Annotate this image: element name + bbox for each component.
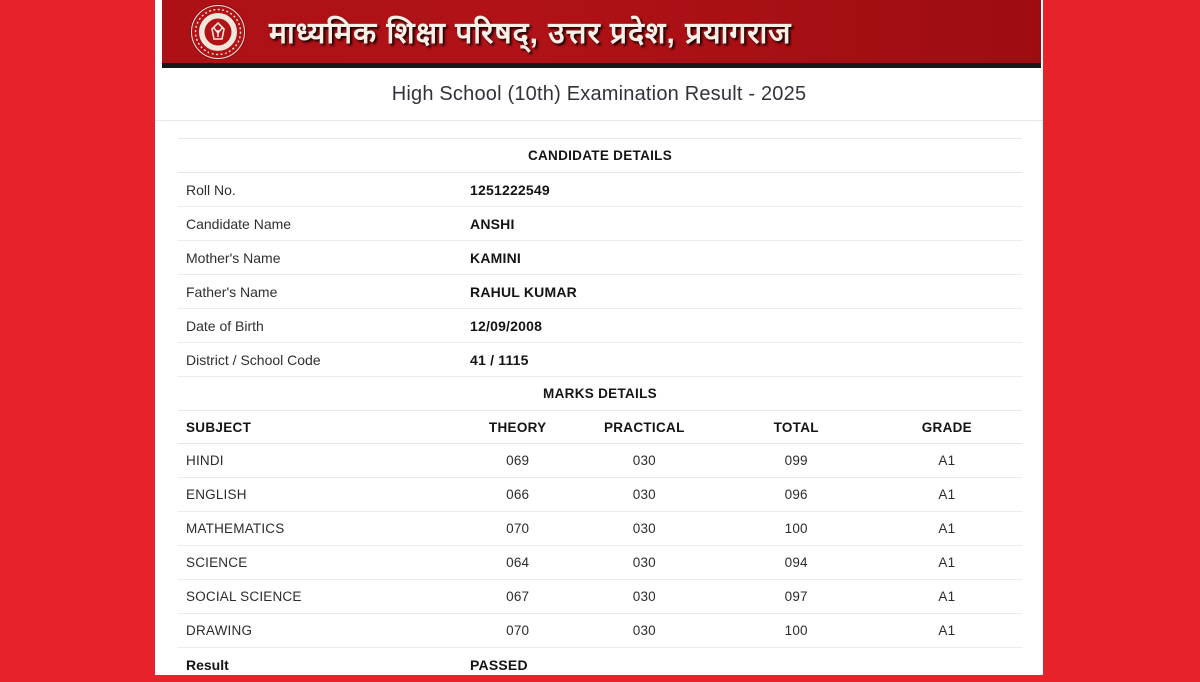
- detail-label: Candidate Name: [186, 215, 292, 232]
- cell-subject: MATHEMATICS: [186, 521, 285, 536]
- result-label: Result: [186, 657, 229, 673]
- page-title: High School (10th) Examination Result - 2025: [155, 68, 1043, 121]
- result-content: [178, 138, 1022, 682]
- detail-value: 41 / 1115: [470, 351, 529, 368]
- detail-row-roll-no: [178, 173, 1022, 207]
- detail-row-candidate-name: [178, 207, 1022, 241]
- column-header-practical: PRACTICAL: [603, 419, 685, 435]
- cell-practical: 030: [632, 623, 656, 638]
- cell-practical: 030: [632, 487, 656, 502]
- cell-theory: 070: [506, 521, 530, 536]
- cell-total: 099: [784, 453, 808, 468]
- column-header-total: TOTAL: [773, 419, 819, 435]
- detail-row-district-school-code: [178, 343, 1022, 377]
- column-header-theory: THEORY: [488, 419, 547, 435]
- detail-label: Mother's Name: [186, 249, 281, 266]
- detail-row-mother-name: [178, 241, 1022, 275]
- cell-theory: 069: [506, 453, 530, 468]
- cell-practical: 030: [632, 589, 656, 604]
- marks-row-mathematics: [178, 512, 1022, 546]
- header-banner: [162, 0, 1041, 68]
- detail-value: KAMINI: [470, 249, 521, 266]
- marks-row-social-science: [178, 580, 1022, 614]
- cell-practical: 030: [632, 521, 656, 536]
- cell-theory: 066: [506, 487, 530, 502]
- marks-row-english: [178, 478, 1022, 512]
- result-value: PASSED: [470, 657, 528, 673]
- detail-label: Date of Birth: [186, 317, 264, 334]
- marks-table-header-row: [178, 411, 1022, 444]
- cell-grade: A1: [938, 623, 956, 638]
- cell-subject: HINDI: [186, 453, 224, 468]
- detail-value: 1251222549: [470, 181, 550, 198]
- detail-label: Roll No.: [186, 181, 236, 198]
- detail-value: 12/09/2008: [470, 317, 543, 334]
- marks-row-hindi: [178, 444, 1022, 478]
- cell-subject: SCIENCE: [186, 555, 248, 570]
- cell-subject: DRAWING: [186, 623, 253, 638]
- marks-row-science: [178, 546, 1022, 580]
- detail-label: District / School Code: [186, 351, 321, 368]
- cell-total: 096: [784, 487, 808, 502]
- cell-grade: A1: [938, 453, 956, 468]
- cell-total: 097: [784, 589, 808, 604]
- detail-label: Father's Name: [186, 283, 278, 300]
- up-board-seal-icon: [189, 3, 247, 61]
- cell-practical: 030: [632, 555, 656, 570]
- cell-practical: 030: [632, 453, 656, 468]
- cell-total: 100: [784, 521, 808, 536]
- detail-row-father-name: [178, 275, 1022, 309]
- detail-value: RAHUL KUMAR: [470, 283, 577, 300]
- detail-row-date-of-birth: [178, 309, 1022, 343]
- cell-subject: SOCIAL SCIENCE: [186, 589, 302, 604]
- cell-total: 100: [784, 623, 808, 638]
- detail-value: ANSHI: [470, 215, 515, 232]
- result-row: [178, 648, 1022, 682]
- result-card: [155, 0, 1043, 675]
- board-name-hindi: माध्यमिक शिक्षा परिषद्, उत्तर प्रदेश, प्रयागराज: [269, 17, 792, 50]
- cell-grade: A1: [938, 487, 956, 502]
- cell-theory: 064: [506, 555, 530, 570]
- marks-details-header: MARKS DETAILS: [178, 377, 1022, 411]
- column-header-grade: GRADE: [921, 419, 972, 435]
- cell-grade: A1: [938, 521, 956, 536]
- cell-theory: 067: [506, 589, 530, 604]
- cell-total: 094: [784, 555, 808, 570]
- cell-theory: 070: [506, 623, 530, 638]
- marks-row-drawing: [178, 614, 1022, 648]
- cell-grade: A1: [938, 589, 956, 604]
- cell-grade: A1: [938, 555, 956, 570]
- column-header-subject: SUBJECT: [186, 419, 252, 435]
- candidate-details-header: CANDIDATE DETAILS: [178, 139, 1022, 173]
- cell-subject: ENGLISH: [186, 487, 247, 502]
